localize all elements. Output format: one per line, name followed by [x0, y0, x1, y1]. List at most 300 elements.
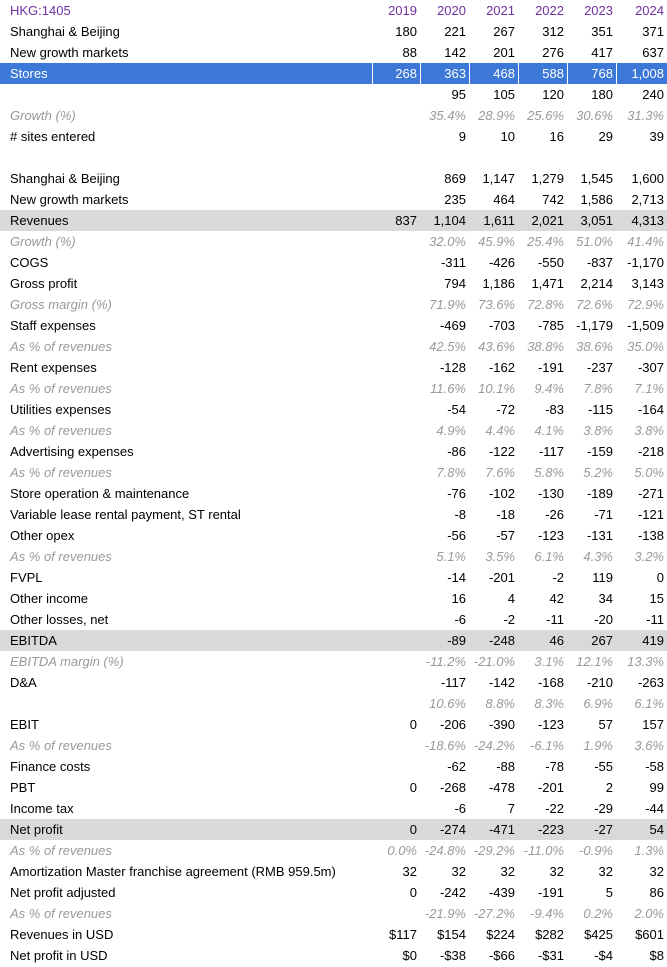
- value-cell[interactable]: 72.9%: [627, 297, 664, 312]
- value-cell[interactable]: -62: [447, 759, 466, 774]
- value-cell[interactable]: -8: [454, 507, 466, 522]
- value-cell[interactable]: -2: [552, 570, 564, 585]
- value-cell[interactable]: 1,611: [483, 213, 515, 228]
- value-cell[interactable]: -9.4%: [530, 906, 564, 921]
- value-cell[interactable]: 1,471: [531, 276, 564, 291]
- value-cell[interactable]: -469: [439, 318, 466, 333]
- table-row[interactable]: [0, 735, 667, 756]
- year-cell[interactable]: 2020: [437, 3, 466, 18]
- value-cell[interactable]: 7: [507, 801, 515, 816]
- value-cell[interactable]: -18.6%: [424, 738, 466, 753]
- value-cell[interactable]: 3.6%: [634, 738, 664, 753]
- value-cell[interactable]: -159: [586, 444, 613, 459]
- value-cell[interactable]: [372, 252, 420, 273]
- value-cell[interactable]: $117: [389, 927, 417, 942]
- value-cell[interactable]: 4,313: [631, 213, 664, 228]
- value-cell[interactable]: $224: [486, 927, 515, 942]
- value-cell[interactable]: 42.5%: [429, 339, 466, 354]
- value-cell[interactable]: $425: [584, 927, 613, 942]
- value-cell[interactable]: 3.5%: [485, 549, 515, 564]
- table-row[interactable]: [0, 378, 667, 399]
- value-cell[interactable]: 32: [598, 864, 613, 879]
- value-cell[interactable]: 588: [518, 63, 567, 84]
- value-cell[interactable]: -57: [496, 528, 515, 543]
- value-cell[interactable]: -11.0%: [523, 843, 564, 858]
- value-cell[interactable]: -191: [537, 360, 564, 375]
- value-cell[interactable]: 10.1%: [478, 381, 515, 396]
- table-row[interactable]: [0, 567, 667, 588]
- row-label[interactable]: EBIT: [10, 717, 39, 732]
- value-cell[interactable]: [372, 798, 420, 819]
- table-row[interactable]: [0, 189, 667, 210]
- value-cell[interactable]: 768: [567, 63, 616, 84]
- value-cell[interactable]: [372, 609, 420, 630]
- value-cell[interactable]: 30.6%: [576, 108, 613, 123]
- value-cell[interactable]: 221: [444, 24, 466, 39]
- value-cell[interactable]: -11: [546, 612, 564, 627]
- value-cell[interactable]: 6.9%: [583, 696, 613, 711]
- value-cell[interactable]: 3,143: [631, 276, 664, 291]
- value-cell[interactable]: -1,170: [627, 255, 664, 270]
- value-cell[interactable]: -117: [538, 444, 564, 459]
- table-row[interactable]: [0, 840, 667, 861]
- table-row[interactable]: [0, 168, 667, 189]
- value-cell[interactable]: 99: [649, 780, 664, 795]
- table-row[interactable]: [0, 294, 667, 315]
- value-cell[interactable]: -478: [488, 780, 515, 795]
- row-label[interactable]: As % of revenues: [10, 906, 112, 921]
- table-row[interactable]: [0, 273, 667, 294]
- table-row[interactable]: [0, 819, 667, 840]
- value-cell[interactable]: -223: [537, 822, 564, 837]
- value-cell[interactable]: -0.9%: [579, 843, 613, 858]
- value-cell[interactable]: 43.6%: [478, 339, 515, 354]
- table-row[interactable]: [0, 252, 667, 273]
- value-cell[interactable]: 32: [649, 864, 664, 879]
- value-cell[interactable]: 869: [444, 171, 466, 186]
- table-row[interactable]: [0, 924, 667, 945]
- value-cell[interactable]: 1,008: [616, 63, 667, 84]
- value-cell[interactable]: [372, 315, 420, 336]
- value-cell[interactable]: 57: [598, 717, 613, 732]
- value-cell[interactable]: -274: [439, 822, 466, 837]
- table-row[interactable]: [0, 525, 667, 546]
- value-cell[interactable]: 9.4%: [534, 381, 564, 396]
- value-cell[interactable]: 38.6%: [576, 339, 613, 354]
- value-cell[interactable]: 5.0%: [634, 465, 664, 480]
- row-label[interactable]: Variable lease rental payment, ST rental: [10, 507, 241, 522]
- value-cell[interactable]: 42: [549, 591, 564, 606]
- value-cell[interactable]: -$66: [488, 948, 515, 963]
- value-cell[interactable]: -426: [488, 255, 515, 270]
- value-cell[interactable]: 0.2%: [583, 906, 613, 921]
- value-cell[interactable]: [372, 336, 420, 357]
- row-label[interactable]: Growth (%): [10, 234, 76, 249]
- value-cell[interactable]: 2,021: [531, 213, 564, 228]
- value-cell[interactable]: 34: [598, 591, 613, 606]
- sites-entered-row[interactable]: [0, 126, 667, 147]
- value-cell[interactable]: 25.6%: [527, 108, 564, 123]
- value-cell[interactable]: 35.0%: [627, 339, 664, 354]
- value-cell[interactable]: -6.1%: [530, 738, 564, 753]
- value-cell[interactable]: 276: [542, 45, 564, 60]
- value-cell[interactable]: 468: [469, 63, 518, 84]
- table-row[interactable]: [0, 630, 667, 651]
- row-label[interactable]: Net profit: [10, 822, 63, 837]
- value-cell[interactable]: -20: [594, 612, 613, 627]
- value-cell[interactable]: 41.4%: [627, 234, 664, 249]
- value-cell[interactable]: -$4: [594, 948, 613, 963]
- value-cell[interactable]: 32: [451, 864, 466, 879]
- row-label[interactable]: Shanghai & Beijing: [10, 24, 120, 39]
- value-cell[interactable]: -128: [439, 360, 466, 375]
- value-cell[interactable]: 3,051: [580, 213, 613, 228]
- table-row[interactable]: [0, 357, 667, 378]
- value-cell[interactable]: 35.4%: [429, 108, 466, 123]
- stores-net-adds-row[interactable]: [0, 84, 667, 105]
- value-cell[interactable]: 7.1%: [634, 381, 664, 396]
- value-cell[interactable]: -237: [586, 360, 613, 375]
- value-cell[interactable]: 637: [642, 45, 664, 60]
- value-cell[interactable]: 1,600: [631, 171, 664, 186]
- value-cell[interactable]: -26: [545, 507, 564, 522]
- value-cell[interactable]: -88: [496, 759, 515, 774]
- value-cell[interactable]: 71.9%: [429, 297, 466, 312]
- value-cell[interactable]: [372, 546, 420, 567]
- value-cell[interactable]: -131: [586, 528, 613, 543]
- table-row[interactable]: [0, 231, 667, 252]
- row-label[interactable]: Growth (%): [10, 108, 76, 123]
- year-cell[interactable]: 2024: [635, 3, 664, 18]
- value-cell[interactable]: 157: [642, 717, 664, 732]
- row-label[interactable]: # sites entered: [10, 129, 96, 144]
- value-cell[interactable]: -189: [586, 486, 613, 501]
- value-cell[interactable]: -54: [447, 402, 466, 417]
- value-cell[interactable]: -58: [645, 759, 664, 774]
- table-row[interactable]: [0, 399, 667, 420]
- table-row[interactable]: [0, 441, 667, 462]
- table-row[interactable]: [0, 546, 667, 567]
- value-cell[interactable]: 0: [409, 885, 417, 900]
- value-cell[interactable]: 268: [372, 63, 420, 84]
- value-cell[interactable]: 7.6%: [485, 465, 515, 480]
- value-cell[interactable]: 2,713: [631, 192, 664, 207]
- value-cell[interactable]: 8.8%: [485, 696, 515, 711]
- value-cell[interactable]: -123: [537, 528, 564, 543]
- value-cell[interactable]: -837: [586, 255, 613, 270]
- table-row[interactable]: [0, 882, 667, 903]
- value-cell[interactable]: [372, 525, 420, 546]
- row-label[interactable]: Income tax: [10, 801, 74, 816]
- value-cell[interactable]: -191: [537, 885, 564, 900]
- value-cell[interactable]: 8.3%: [534, 696, 564, 711]
- row-label[interactable]: Gross profit: [10, 276, 78, 291]
- table-row[interactable]: [0, 945, 667, 966]
- value-cell[interactable]: [372, 588, 420, 609]
- row-label[interactable]: As % of revenues: [10, 381, 112, 396]
- value-cell[interactable]: 1.3%: [634, 843, 664, 858]
- row-label[interactable]: Rent expenses: [10, 360, 97, 375]
- value-cell[interactable]: 31.3%: [627, 108, 664, 123]
- value-cell[interactable]: -11: [646, 612, 664, 627]
- value-cell[interactable]: 10: [500, 129, 515, 144]
- value-cell[interactable]: 105: [493, 87, 515, 102]
- row-label[interactable]: COGS: [10, 255, 49, 270]
- row-label[interactable]: [0, 693, 372, 714]
- row-label[interactable]: As % of revenues: [10, 738, 112, 753]
- value-cell[interactable]: [372, 483, 420, 504]
- value-cell[interactable]: 312: [542, 24, 564, 39]
- value-cell[interactable]: 4: [507, 591, 515, 606]
- row-label[interactable]: As % of revenues: [10, 549, 112, 564]
- value-cell[interactable]: -201: [488, 570, 515, 585]
- table-row[interactable]: [0, 903, 667, 924]
- value-cell[interactable]: -2: [503, 612, 515, 627]
- value-cell[interactable]: -439: [488, 885, 515, 900]
- value-cell[interactable]: -21.0%: [473, 654, 515, 669]
- value-cell[interactable]: 417: [591, 45, 613, 60]
- value-cell[interactable]: -703: [488, 318, 515, 333]
- value-cell[interactable]: 4.3%: [583, 549, 613, 564]
- value-cell[interactable]: [372, 189, 420, 210]
- row-label[interactable]: New growth markets: [10, 45, 129, 60]
- value-cell[interactable]: 73.6%: [478, 297, 515, 312]
- value-cell[interactable]: 142: [444, 45, 466, 60]
- value-cell[interactable]: -6: [454, 801, 466, 816]
- value-cell[interactable]: [372, 273, 420, 294]
- table-row[interactable]: [0, 420, 667, 441]
- row-label[interactable]: Amortization Master franchise agreement (RMB 959.5m): [10, 864, 336, 879]
- value-cell[interactable]: 51.0%: [576, 234, 613, 249]
- value-cell[interactable]: 39: [649, 129, 664, 144]
- value-cell[interactable]: -164: [637, 402, 664, 417]
- value-cell[interactable]: -130: [537, 486, 564, 501]
- empty-row[interactable]: [0, 147, 667, 168]
- value-cell[interactable]: -162: [488, 360, 515, 375]
- row-label[interactable]: As % of revenues: [10, 465, 112, 480]
- value-cell[interactable]: 10.6%: [429, 696, 466, 711]
- value-cell[interactable]: [372, 903, 420, 924]
- value-cell[interactable]: [372, 735, 420, 756]
- value-cell[interactable]: -242: [439, 885, 466, 900]
- row-label[interactable]: Net profit adjusted: [10, 885, 116, 900]
- value-cell[interactable]: 1.9%: [583, 738, 613, 753]
- table-row[interactable]: [0, 336, 667, 357]
- value-cell[interactable]: 837: [395, 213, 417, 228]
- value-cell[interactable]: 29: [598, 129, 613, 144]
- value-cell[interactable]: 0.0%: [387, 843, 417, 858]
- table-row[interactable]: [0, 483, 667, 504]
- value-cell[interactable]: -6: [454, 612, 466, 627]
- row-label[interactable]: Net profit in USD: [10, 948, 108, 963]
- value-cell[interactable]: -29: [594, 801, 613, 816]
- row-label[interactable]: Finance costs: [10, 759, 91, 774]
- ticker-label[interactable]: HKG:1405: [10, 3, 71, 18]
- value-cell[interactable]: $282: [535, 927, 564, 942]
- value-cell[interactable]: [372, 504, 420, 525]
- value-cell[interactable]: -271: [637, 486, 664, 501]
- value-cell[interactable]: 38.8%: [527, 339, 564, 354]
- value-cell[interactable]: 201: [493, 45, 515, 60]
- year-cell[interactable]: 2023: [584, 3, 613, 18]
- table-row[interactable]: [0, 756, 667, 777]
- value-cell[interactable]: $0: [402, 948, 417, 963]
- row-label[interactable]: As % of revenues: [10, 339, 112, 354]
- value-cell[interactable]: $8: [649, 948, 664, 963]
- row-label[interactable]: New growth markets: [10, 192, 129, 207]
- value-cell[interactable]: [372, 357, 420, 378]
- value-cell[interactable]: 5.1%: [436, 549, 466, 564]
- row-label[interactable]: Shanghai & Beijing: [10, 171, 120, 186]
- value-cell[interactable]: 119: [592, 570, 613, 585]
- value-cell[interactable]: 5.8%: [534, 465, 564, 480]
- value-cell[interactable]: 16: [451, 591, 466, 606]
- value-cell[interactable]: 12.1%: [576, 654, 613, 669]
- value-cell[interactable]: 180: [591, 87, 613, 102]
- value-cell[interactable]: 0: [409, 822, 417, 837]
- row-label[interactable]: EBITDA: [10, 633, 57, 648]
- row-label[interactable]: Advertising expenses: [10, 444, 134, 459]
- value-cell[interactable]: -218: [637, 444, 664, 459]
- value-cell[interactable]: -83: [545, 402, 564, 417]
- value-cell[interactable]: -123: [537, 717, 564, 732]
- value-cell[interactable]: 7.8%: [583, 381, 613, 396]
- value-cell[interactable]: -117: [440, 675, 466, 690]
- value-cell[interactable]: 72.6%: [576, 297, 613, 312]
- value-cell[interactable]: -24.2%: [473, 738, 515, 753]
- value-cell[interactable]: 0: [409, 717, 417, 732]
- row-label[interactable]: Other opex: [10, 528, 75, 543]
- value-cell[interactable]: 351: [591, 24, 613, 39]
- row-label[interactable]: Revenues in USD: [10, 927, 114, 942]
- value-cell[interactable]: -1,179: [576, 318, 613, 333]
- value-cell[interactable]: 1,186: [482, 276, 515, 291]
- stores-growth-row[interactable]: [0, 105, 667, 126]
- value-cell[interactable]: [372, 630, 420, 651]
- value-cell[interactable]: -22: [545, 801, 564, 816]
- value-cell[interactable]: [372, 651, 420, 672]
- table-row[interactable]: [0, 798, 667, 819]
- row-label[interactable]: As % of revenues: [10, 843, 112, 858]
- value-cell[interactable]: -29.2%: [473, 843, 515, 858]
- value-cell[interactable]: 180: [395, 24, 417, 39]
- table-row[interactable]: [0, 609, 667, 630]
- row-label[interactable]: Store operation & maintenance: [10, 486, 190, 501]
- row-label[interactable]: Gross margin (%): [10, 297, 112, 312]
- table-row[interactable]: [0, 777, 667, 798]
- value-cell[interactable]: 3.2%: [634, 549, 664, 564]
- value-cell[interactable]: 1,586: [580, 192, 613, 207]
- value-cell[interactable]: -268: [439, 780, 466, 795]
- value-cell[interactable]: -18: [496, 507, 515, 522]
- value-cell[interactable]: 742: [542, 192, 564, 207]
- value-cell[interactable]: -168: [537, 675, 564, 690]
- value-cell[interactable]: 72.8%: [527, 297, 564, 312]
- value-cell[interactable]: -89: [447, 633, 466, 648]
- row-label[interactable]: Utilities expenses: [10, 402, 112, 417]
- value-cell[interactable]: [372, 756, 420, 777]
- value-cell[interactable]: 5.2%: [583, 465, 613, 480]
- value-cell[interactable]: 120: [542, 87, 564, 102]
- value-cell[interactable]: 3.8%: [634, 423, 664, 438]
- value-cell[interactable]: 28.9%: [478, 108, 515, 123]
- value-cell[interactable]: 4.4%: [485, 423, 515, 438]
- value-cell[interactable]: 0: [409, 780, 417, 795]
- row-label[interactable]: As % of revenues: [10, 423, 112, 438]
- value-cell[interactable]: -56: [447, 528, 466, 543]
- value-cell[interactable]: 794: [444, 276, 466, 291]
- value-cell[interactable]: -72: [496, 402, 515, 417]
- value-cell[interactable]: -$38: [439, 948, 466, 963]
- value-cell[interactable]: -11.2%: [425, 654, 466, 669]
- row-label[interactable]: Stores: [10, 66, 48, 81]
- value-cell[interactable]: [372, 168, 420, 189]
- value-cell[interactable]: -14: [447, 570, 466, 585]
- value-cell[interactable]: -390: [488, 717, 515, 732]
- value-cell[interactable]: 419: [642, 633, 664, 648]
- stores-shanghai-beijing-row[interactable]: [0, 21, 667, 42]
- value-cell[interactable]: 363: [420, 63, 469, 84]
- row-label[interactable]: D&A: [10, 675, 37, 690]
- value-cell[interactable]: -206: [439, 717, 466, 732]
- value-cell[interactable]: -44: [645, 801, 664, 816]
- value-cell[interactable]: [372, 420, 420, 441]
- value-cell[interactable]: -76: [447, 486, 466, 501]
- table-row[interactable]: [0, 714, 667, 735]
- value-cell[interactable]: [372, 693, 420, 714]
- value-cell[interactable]: -1,509: [627, 318, 664, 333]
- table-row[interactable]: [0, 651, 667, 672]
- value-cell[interactable]: 32: [549, 864, 564, 879]
- year-cell[interactable]: 2019: [388, 3, 417, 18]
- row-label[interactable]: EBITDA margin (%): [10, 654, 124, 669]
- value-cell[interactable]: [372, 672, 420, 693]
- value-cell[interactable]: -71: [594, 507, 613, 522]
- table-row[interactable]: [0, 315, 667, 336]
- value-cell[interactable]: 240: [642, 87, 664, 102]
- stores-total-row-selected[interactable]: [0, 63, 667, 84]
- value-cell[interactable]: [372, 294, 420, 315]
- value-cell[interactable]: 16: [549, 129, 564, 144]
- table-row[interactable]: [0, 210, 667, 231]
- value-cell[interactable]: -550: [537, 255, 564, 270]
- value-cell[interactable]: [372, 378, 420, 399]
- value-cell[interactable]: 1,147: [482, 171, 515, 186]
- value-cell[interactable]: 95: [451, 87, 466, 102]
- value-cell[interactable]: 2: [605, 780, 613, 795]
- value-cell[interactable]: -307: [637, 360, 664, 375]
- value-cell[interactable]: 3.1%: [534, 654, 564, 669]
- row-label[interactable]: Revenues: [10, 213, 69, 228]
- value-cell[interactable]: 9: [458, 129, 466, 144]
- value-cell[interactable]: 88: [402, 45, 417, 60]
- value-cell[interactable]: -471: [488, 822, 515, 837]
- value-cell[interactable]: 54: [649, 822, 664, 837]
- value-cell[interactable]: 32: [402, 864, 417, 879]
- value-cell[interactable]: 6.1%: [634, 696, 664, 711]
- value-cell[interactable]: [372, 84, 420, 105]
- value-cell[interactable]: -263: [637, 675, 664, 690]
- value-cell[interactable]: 267: [591, 633, 613, 648]
- value-cell[interactable]: 2,214: [580, 276, 613, 291]
- year-cell[interactable]: 2021: [486, 3, 515, 18]
- value-cell[interactable]: [372, 567, 420, 588]
- value-cell[interactable]: -27: [594, 822, 613, 837]
- value-cell[interactable]: [372, 441, 420, 462]
- row-label[interactable]: Other losses, net: [10, 612, 109, 627]
- row-label[interactable]: Other income: [10, 591, 89, 606]
- value-cell[interactable]: 32: [500, 864, 515, 879]
